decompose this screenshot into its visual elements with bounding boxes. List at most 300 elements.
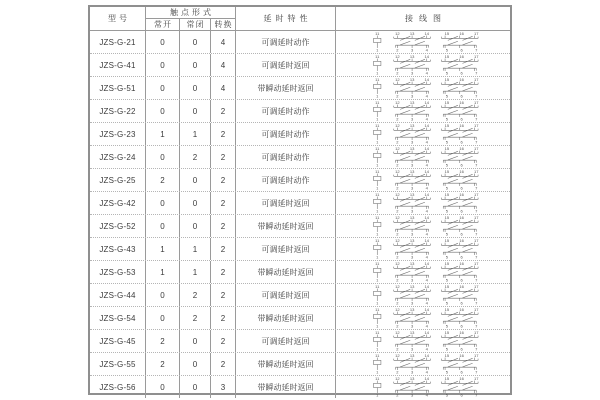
svg-text:3: 3 <box>410 93 414 99</box>
svg-text:16: 16 <box>459 100 464 106</box>
svg-text:17: 17 <box>474 31 479 37</box>
coil-symbol <box>374 130 381 134</box>
svg-text:14: 14 <box>424 330 429 336</box>
svg-text:11: 11 <box>375 31 380 37</box>
svg-text:7: 7 <box>475 208 478 214</box>
svg-text:14: 14 <box>424 353 429 359</box>
co-cell: 2 <box>210 330 235 352</box>
coil-symbol <box>374 38 381 42</box>
svg-text:12: 12 <box>395 238 400 244</box>
svg-text:17: 17 <box>474 100 479 106</box>
relay-spec-table <box>88 5 512 398</box>
svg-text:1: 1 <box>376 70 379 76</box>
table-row <box>90 122 510 145</box>
svg-text:11: 11 <box>375 284 380 290</box>
svg-text:7: 7 <box>475 162 478 168</box>
model-cell: JZS-G-43 <box>99 244 136 254</box>
svg-text:12: 12 <box>395 77 400 83</box>
co-cell: 3 <box>210 376 235 398</box>
table-row <box>90 306 510 329</box>
no-cell: 0 <box>145 376 179 398</box>
svg-text:17: 17 <box>474 330 479 336</box>
svg-text:1: 1 <box>376 185 379 191</box>
delay-cell: 带瞬动延时返回 <box>235 215 335 237</box>
svg-text:4: 4 <box>425 162 428 168</box>
svg-text:2: 2 <box>396 369 399 375</box>
svg-text:15: 15 <box>444 100 450 106</box>
table-row <box>90 237 510 260</box>
svg-text:12: 12 <box>395 123 400 129</box>
wiring-diagram <box>335 284 510 306</box>
svg-text:5: 5 <box>445 162 449 168</box>
svg-text:2: 2 <box>396 70 399 76</box>
svg-text:6: 6 <box>460 185 463 191</box>
svg-text:16: 16 <box>459 146 464 152</box>
model-cell: JZS-G-24 <box>99 152 136 162</box>
wiring-diagram <box>335 353 510 375</box>
coil-symbol <box>374 291 381 295</box>
svg-text:3: 3 <box>410 369 414 375</box>
svg-text:11: 11 <box>375 330 380 336</box>
svg-text:16: 16 <box>459 284 464 290</box>
nc-cell: 0 <box>179 31 210 53</box>
svg-text:15: 15 <box>444 215 450 221</box>
svg-text:3: 3 <box>410 139 414 145</box>
table-row <box>90 31 510 53</box>
svg-text:4: 4 <box>425 47 428 53</box>
svg-text:14: 14 <box>424 146 429 152</box>
table-row <box>90 76 510 99</box>
svg-text:17: 17 <box>474 215 479 221</box>
svg-text:1: 1 <box>376 300 379 306</box>
svg-text:2: 2 <box>396 162 399 168</box>
svg-text:14: 14 <box>424 169 429 175</box>
svg-text:11: 11 <box>375 238 380 244</box>
svg-text:2: 2 <box>396 277 399 283</box>
svg-text:17: 17 <box>474 284 479 290</box>
svg-text:2: 2 <box>396 208 399 214</box>
svg-text:6: 6 <box>460 162 463 168</box>
no-cell: 2 <box>145 353 179 375</box>
svg-text:2: 2 <box>396 185 399 191</box>
co-cell: 2 <box>210 238 235 260</box>
svg-text:15: 15 <box>444 284 450 290</box>
svg-text:2: 2 <box>396 47 399 53</box>
svg-text:16: 16 <box>459 54 464 60</box>
svg-text:13: 13 <box>409 192 415 198</box>
svg-text:15: 15 <box>444 192 450 198</box>
model-cell: JZS-G-52 <box>99 221 136 231</box>
coil-symbol <box>374 61 381 65</box>
svg-text:11: 11 <box>375 123 380 129</box>
wiring-diagram <box>335 192 510 214</box>
svg-text:12: 12 <box>395 169 400 175</box>
wiring-diagram <box>335 330 510 352</box>
no-cell: 0 <box>145 192 179 214</box>
model-cell: JZS-G-54 <box>99 313 136 323</box>
svg-text:17: 17 <box>474 123 479 129</box>
delay-cell: 可调延时动作 <box>235 100 335 122</box>
wiring-diagram <box>335 238 510 260</box>
coil-symbol <box>374 222 381 226</box>
table-row <box>90 214 510 237</box>
svg-text:11: 11 <box>375 353 380 359</box>
svg-text:12: 12 <box>395 31 400 37</box>
coil-symbol <box>374 199 381 203</box>
svg-text:4: 4 <box>425 323 428 329</box>
svg-text:12: 12 <box>395 261 400 267</box>
co-cell: 2 <box>210 123 235 145</box>
svg-text:6: 6 <box>460 300 463 306</box>
svg-text:7: 7 <box>475 231 478 237</box>
svg-text:13: 13 <box>409 353 415 359</box>
svg-text:1: 1 <box>376 323 379 329</box>
no-cell: 0 <box>145 215 179 237</box>
no-cell: 0 <box>145 77 179 99</box>
co-cell: 2 <box>210 215 235 237</box>
svg-text:15: 15 <box>444 353 450 359</box>
svg-text:1: 1 <box>376 208 379 214</box>
no-cell: 1 <box>145 238 179 260</box>
svg-text:4: 4 <box>425 70 428 76</box>
coil-symbol <box>374 176 381 180</box>
svg-text:2: 2 <box>396 116 399 122</box>
model-cell: JZS-G-42 <box>99 198 136 208</box>
svg-text:5: 5 <box>445 208 449 214</box>
svg-text:17: 17 <box>474 169 479 175</box>
svg-text:11: 11 <box>375 77 380 83</box>
table-row <box>90 329 510 352</box>
header-wiring-diagram: 接线图 <box>335 7 510 30</box>
delay-cell: 带瞬动延时返回 <box>235 77 335 99</box>
svg-text:15: 15 <box>444 54 450 60</box>
svg-text:15: 15 <box>444 31 450 37</box>
svg-text:14: 14 <box>424 123 429 129</box>
svg-text:16: 16 <box>459 31 464 37</box>
svg-text:1: 1 <box>376 139 379 145</box>
svg-text:13: 13 <box>409 330 415 336</box>
svg-text:7: 7 <box>475 93 478 99</box>
svg-text:17: 17 <box>474 192 479 198</box>
svg-text:13: 13 <box>409 100 415 106</box>
svg-text:7: 7 <box>475 139 478 145</box>
co-cell: 4 <box>210 77 235 99</box>
nc-cell: 1 <box>179 261 210 283</box>
svg-text:7: 7 <box>475 277 478 283</box>
svg-text:13: 13 <box>409 169 415 175</box>
svg-text:12: 12 <box>395 192 400 198</box>
svg-text:11: 11 <box>375 54 380 60</box>
table-row <box>90 375 510 398</box>
model-cell: JZS-G-56 <box>99 382 136 392</box>
svg-text:16: 16 <box>459 215 464 221</box>
svg-text:6: 6 <box>460 231 463 237</box>
svg-text:12: 12 <box>395 330 400 336</box>
table-row <box>90 283 510 306</box>
wiring-diagram <box>335 54 510 76</box>
svg-text:5: 5 <box>445 139 449 145</box>
coil-symbol <box>374 84 381 88</box>
co-cell: 2 <box>210 100 235 122</box>
table-row <box>90 352 510 375</box>
svg-text:3: 3 <box>410 277 414 283</box>
svg-text:3: 3 <box>410 116 414 122</box>
svg-text:5: 5 <box>445 47 449 53</box>
svg-text:16: 16 <box>459 77 464 83</box>
delay-cell: 可调延时返回 <box>235 284 335 306</box>
svg-text:6: 6 <box>460 346 463 352</box>
svg-text:14: 14 <box>424 261 429 267</box>
svg-text:14: 14 <box>424 77 429 83</box>
svg-text:3: 3 <box>410 346 414 352</box>
wiring-diagram <box>335 376 510 398</box>
nc-cell: 0 <box>179 100 210 122</box>
no-cell: 1 <box>145 261 179 283</box>
svg-text:14: 14 <box>424 54 429 60</box>
svg-text:15: 15 <box>444 169 450 175</box>
svg-text:3: 3 <box>410 208 414 214</box>
svg-text:13: 13 <box>409 307 415 313</box>
nc-cell: 0 <box>179 330 210 352</box>
svg-text:3: 3 <box>410 47 414 53</box>
header-normally-closed: 常闭 <box>179 19 210 30</box>
model-cell: JZS-G-55 <box>99 359 136 369</box>
model-cell: JZS-G-51 <box>99 83 136 93</box>
no-cell: 0 <box>145 284 179 306</box>
svg-text:5: 5 <box>445 185 449 191</box>
svg-text:6: 6 <box>460 392 463 398</box>
co-cell: 2 <box>210 284 235 306</box>
svg-text:11: 11 <box>375 215 380 221</box>
wiring-diagram <box>335 261 510 283</box>
model-cell: JZS-G-22 <box>99 106 136 116</box>
delay-cell: 可调延时动作 <box>235 146 335 168</box>
svg-text:7: 7 <box>475 323 478 329</box>
table-row <box>90 191 510 214</box>
svg-text:7: 7 <box>475 185 478 191</box>
co-cell: 2 <box>210 146 235 168</box>
svg-text:3: 3 <box>410 70 414 76</box>
delay-cell: 可调延时返回 <box>235 54 335 76</box>
svg-text:11: 11 <box>375 100 380 106</box>
svg-text:4: 4 <box>425 231 428 237</box>
nc-cell: 0 <box>179 54 210 76</box>
svg-text:4: 4 <box>425 185 428 191</box>
table-row <box>90 53 510 76</box>
svg-text:15: 15 <box>444 261 450 267</box>
svg-text:5: 5 <box>445 254 449 260</box>
svg-text:14: 14 <box>424 238 429 244</box>
svg-text:13: 13 <box>409 123 415 129</box>
no-cell: 2 <box>145 330 179 352</box>
svg-text:12: 12 <box>395 307 400 313</box>
svg-text:12: 12 <box>395 353 400 359</box>
coil-symbol <box>374 314 381 318</box>
svg-text:6: 6 <box>460 70 463 76</box>
svg-text:11: 11 <box>375 169 380 175</box>
table-row <box>90 168 510 191</box>
svg-text:14: 14 <box>424 376 429 382</box>
svg-text:2: 2 <box>396 139 399 145</box>
svg-text:15: 15 <box>444 307 450 313</box>
svg-text:13: 13 <box>409 77 415 83</box>
no-cell: 2 <box>145 169 179 191</box>
coil-symbol <box>374 360 381 364</box>
svg-text:4: 4 <box>425 254 428 260</box>
svg-text:2: 2 <box>396 346 399 352</box>
co-cell: 2 <box>210 307 235 329</box>
model-cell: JZS-G-23 <box>99 129 136 139</box>
nc-cell: 2 <box>179 307 210 329</box>
nc-cell: 0 <box>179 215 210 237</box>
svg-text:16: 16 <box>459 307 464 313</box>
svg-text:1: 1 <box>376 116 379 122</box>
svg-text:13: 13 <box>409 146 415 152</box>
svg-text:6: 6 <box>460 277 463 283</box>
svg-text:14: 14 <box>424 100 429 106</box>
nc-cell: 0 <box>179 169 210 191</box>
coil-symbol <box>374 268 381 272</box>
svg-text:4: 4 <box>425 93 428 99</box>
svg-text:14: 14 <box>424 307 429 313</box>
co-cell: 2 <box>210 169 235 191</box>
no-cell: 0 <box>145 100 179 122</box>
svg-text:6: 6 <box>460 323 463 329</box>
wiring-diagram <box>335 123 510 145</box>
wiring-diagram <box>335 169 510 191</box>
svg-text:17: 17 <box>474 238 479 244</box>
delay-cell: 可调延时动作 <box>235 123 335 145</box>
svg-text:2: 2 <box>396 93 399 99</box>
svg-text:3: 3 <box>410 185 414 191</box>
svg-text:1: 1 <box>376 277 379 283</box>
svg-text:16: 16 <box>459 261 464 267</box>
svg-text:13: 13 <box>409 31 415 37</box>
svg-text:2: 2 <box>396 254 399 260</box>
svg-text:4: 4 <box>425 392 428 398</box>
svg-text:4: 4 <box>425 277 428 283</box>
svg-text:4: 4 <box>425 116 428 122</box>
svg-text:3: 3 <box>410 300 414 306</box>
delay-cell: 可调延时动作 <box>235 31 335 53</box>
svg-text:1: 1 <box>376 254 379 260</box>
svg-text:11: 11 <box>375 146 380 152</box>
svg-text:16: 16 <box>459 169 464 175</box>
svg-text:16: 16 <box>459 330 464 336</box>
svg-text:15: 15 <box>444 123 450 129</box>
svg-text:7: 7 <box>475 346 478 352</box>
svg-text:5: 5 <box>445 231 449 237</box>
svg-text:17: 17 <box>474 54 479 60</box>
model-cell: JZS-G-53 <box>99 267 136 277</box>
svg-text:13: 13 <box>409 238 415 244</box>
svg-text:1: 1 <box>376 346 379 352</box>
table-row <box>90 99 510 122</box>
delay-cell: 可调延时返回 <box>235 192 335 214</box>
header-contact-form: 触点形式 <box>145 7 235 19</box>
svg-text:6: 6 <box>460 116 463 122</box>
svg-text:4: 4 <box>425 300 428 306</box>
svg-text:16: 16 <box>459 238 464 244</box>
svg-text:5: 5 <box>445 70 449 76</box>
svg-text:6: 6 <box>460 254 463 260</box>
no-cell: 0 <box>145 31 179 53</box>
svg-text:6: 6 <box>460 369 463 375</box>
svg-text:3: 3 <box>410 162 414 168</box>
svg-text:2: 2 <box>396 392 399 398</box>
svg-text:2: 2 <box>396 323 399 329</box>
table-header <box>90 7 510 31</box>
svg-text:16: 16 <box>459 353 464 359</box>
svg-text:12: 12 <box>395 376 400 382</box>
no-cell: 0 <box>145 307 179 329</box>
svg-text:12: 12 <box>395 146 400 152</box>
svg-text:1: 1 <box>376 231 379 237</box>
svg-text:12: 12 <box>395 100 400 106</box>
co-cell: 2 <box>210 261 235 283</box>
svg-text:4: 4 <box>425 346 428 352</box>
svg-text:14: 14 <box>424 31 429 37</box>
coil-symbol <box>374 245 381 249</box>
svg-text:1: 1 <box>376 392 379 398</box>
svg-text:7: 7 <box>475 254 478 260</box>
svg-text:5: 5 <box>445 346 449 352</box>
model-cell: JZS-G-25 <box>99 175 136 185</box>
svg-text:7: 7 <box>475 47 478 53</box>
svg-text:12: 12 <box>395 284 400 290</box>
svg-text:17: 17 <box>474 307 479 313</box>
svg-text:17: 17 <box>474 376 479 382</box>
wiring-diagram <box>335 77 510 99</box>
nc-cell: 0 <box>179 353 210 375</box>
coil-symbol <box>374 383 381 387</box>
svg-text:17: 17 <box>474 77 479 83</box>
svg-text:15: 15 <box>444 238 450 244</box>
svg-text:15: 15 <box>444 146 450 152</box>
header-delay-characteristic: 延时特性 <box>235 7 335 30</box>
nc-cell: 2 <box>179 146 210 168</box>
svg-text:17: 17 <box>474 146 479 152</box>
svg-text:13: 13 <box>409 54 415 60</box>
svg-text:5: 5 <box>445 392 449 398</box>
svg-text:16: 16 <box>459 376 464 382</box>
svg-text:7: 7 <box>475 300 478 306</box>
svg-text:4: 4 <box>425 208 428 214</box>
svg-text:5: 5 <box>445 300 449 306</box>
nc-cell: 1 <box>179 238 210 260</box>
svg-text:16: 16 <box>459 192 464 198</box>
header-normally-open: 常开 <box>145 19 179 30</box>
svg-text:6: 6 <box>460 139 463 145</box>
wiring-diagram <box>335 146 510 168</box>
delay-cell: 带瞬动延时返回 <box>235 353 335 375</box>
co-cell: 2 <box>210 353 235 375</box>
svg-text:15: 15 <box>444 330 450 336</box>
coil-symbol <box>374 153 381 157</box>
nc-cell: 1 <box>179 123 210 145</box>
svg-text:13: 13 <box>409 215 415 221</box>
co-cell: 4 <box>210 31 235 53</box>
coil-symbol <box>374 107 381 111</box>
header-changeover: 转换 <box>210 19 235 30</box>
svg-text:4: 4 <box>425 369 428 375</box>
model-cell: JZS-G-21 <box>99 37 136 47</box>
svg-text:11: 11 <box>375 261 380 267</box>
delay-cell: 可调延时返回 <box>235 330 335 352</box>
no-cell: 1 <box>145 123 179 145</box>
wiring-diagram <box>335 100 510 122</box>
nc-cell: 0 <box>179 192 210 214</box>
